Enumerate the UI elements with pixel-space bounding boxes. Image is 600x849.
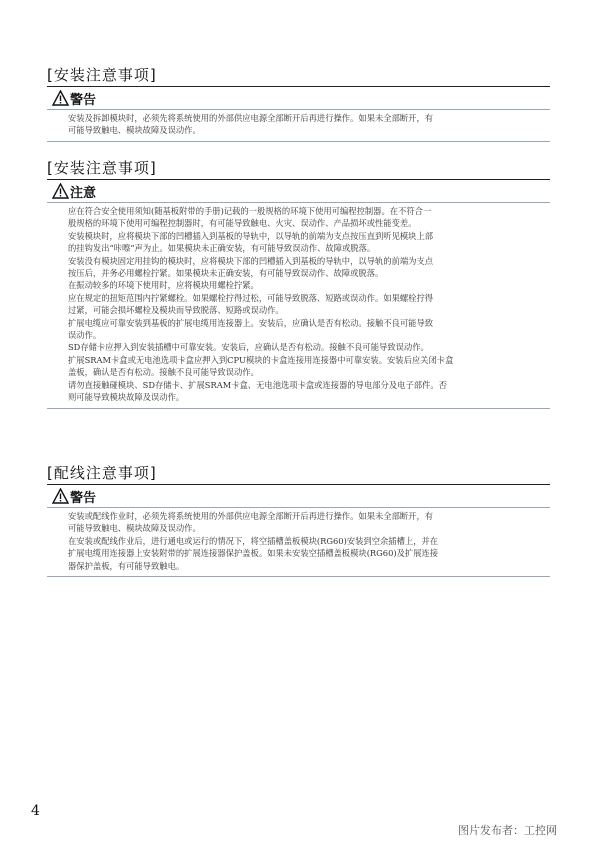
body-line: 可能导致触电、模块故障及误动作。 — [68, 523, 201, 534]
box-body — [47, 203, 550, 408]
body-line: 安装模块时，应将模块下部的凹槽插入到基板的导轨中，以导轨的前端为支点按压直到听见模块上部 — [68, 230, 434, 241]
body-line: 应在规定的扭矩范围内拧紧螺栓。如果螺栓拧得过松，可能导致脱落、短路或误动作。如果螺栓拧得 — [68, 292, 434, 303]
box-body — [47, 508, 550, 576]
warning-triangle-icon — [52, 183, 69, 199]
body-line: 扩展电缆用连接器上安装附带的扩展连接器保护盖板。如果未安装空插槽盖板模块(RG60)及扩展连接 — [68, 548, 439, 559]
body-line: 安装及拆卸模块时，必须先将系统使用的外部供应电源全部断开后再进行操作。如果未全部断开，有 — [68, 113, 434, 123]
body-line: 安装或配线作业时，必须先将系统使用的外部供应电源全部断开后再进行操作。如果未全部断开，有 — [68, 511, 434, 521]
body-line: 扩展SRAM卡盒或无电池选项卡盒应押入到CPU模块的卡盒连接用连接器中可靠安装。安装后应关闭卡盒 — [68, 354, 454, 365]
section-title: [安装注意事项] — [47, 159, 157, 177]
body-line: 在振动较多的环境下使用时，应将模块用螺栓拧紧。 — [68, 280, 259, 291]
page-number: 4 — [31, 803, 40, 819]
body-line: 按压后，并务必用螺栓拧紧。如果模块未正确安装，有可能导致误动作、故障或脱落。 — [68, 268, 384, 279]
warning-label: 警告 — [70, 491, 97, 506]
body-line: SD存储卡应押入到安装插槽中可靠安装。安装后，应确认是否有松动。接触不良可能导致误动作。 — [68, 342, 429, 353]
body-line: 可能导致触电、模块故障及误动作。 — [68, 125, 201, 136]
warning-triangle-icon — [52, 90, 69, 106]
body-line: 请勿直接触碰模块、SD存储卡、扩展SRAM卡盒、无电池选项卡盒或连接器的导电部分及电子部件。否 — [68, 379, 447, 390]
box-header — [47, 87, 550, 110]
body-line: 在安装或配线作业后，进行通电或运行的情况下，将空插槽盖板模块(RG60)安装到空余插槽上，并在 — [68, 535, 439, 546]
body-line: 扩展电缆应可靠安装到基板的扩展电缆用连接器上。安装后，应确认是否有松动。接触不良可能导致 — [68, 317, 434, 328]
body-line: 应在符合安全使用须知(随基板附带的手册)记载的一般规格的环境下使用可编程控制器。在不符合一 — [68, 206, 432, 216]
caution-box — [47, 179, 550, 409]
warning-triangle-icon — [52, 488, 69, 504]
warning-label: 警告 — [70, 93, 97, 108]
body-line: 器保护盖板，有可能导致触电。 — [68, 560, 185, 571]
body-line: 安装没有模块固定用挂钩的模块时，应将模块下部的凹槽插入到基板的导轨中，以导轨的前端为支点 — [68, 255, 434, 266]
warning-box — [47, 86, 550, 142]
body-line: 误动作。 — [68, 330, 102, 341]
body-line: 般规格的环境下使用可编程控制器时，有可能导致触电、火灾、误动作、产品损坏或性能变差。 — [68, 218, 417, 229]
box-header — [47, 180, 550, 203]
box-body — [47, 110, 550, 141]
body-line: 盖板，确认是否有松动。接触不良可能导致误动作。 — [68, 367, 259, 378]
body-line: 过紧，可能会损坏螺栓及模块而导致脱落、短路或误动作。 — [68, 305, 284, 316]
box-header — [47, 485, 550, 508]
body-line: 则可能导致模块故障及误动作。 — [68, 392, 185, 403]
watermark: 图片发布者：工控网 — [458, 824, 557, 837]
warning-box — [47, 484, 550, 577]
section-title: [安装注意事项] — [47, 66, 157, 84]
caution-label: 注意 — [70, 186, 97, 201]
body-line: 的挂钩发出“咔嚓”声为止。如果模块未正确安装，有可能导致误动作、故障或脱落。 — [68, 243, 376, 254]
section-title: [配线注意事项] — [47, 464, 157, 482]
